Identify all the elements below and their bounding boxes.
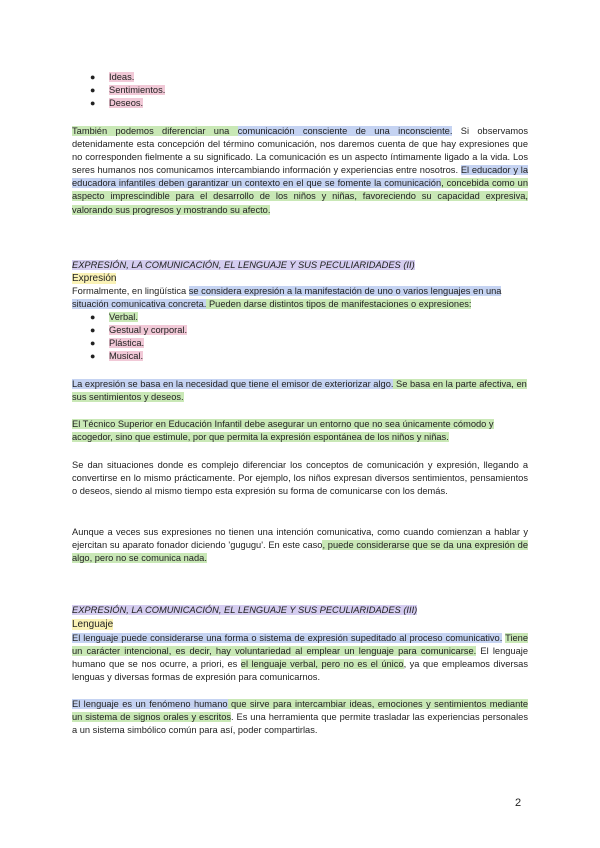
list-item: ● Gestual y corporal. xyxy=(90,324,187,337)
feelings-list xyxy=(90,71,165,110)
language-definition-paragraph: El lenguaje puede considerarse una forma o sistema de expresión supeditado al proceso comunicativo. Tiene un carácter intencional, es decir, hay voluntariedad al emplear un lenguaje para comunicarse. El lenguaje humano que se nos ocurre, a priori, es el lenguaje verbal, pero no es el único, ya que empleamos diversas lenguas y diversas formas de expresión para comunicarnos. xyxy=(72,633,529,683)
language-phenomenon-paragraph: El lenguaje es un fenómeno humano que sirve para intercambiar ideas, emociones y sentimientos mediante un sistema de signos orales y escritos. Es una herramienta que permite trasladar las experiencias personales a un sistema simbólico común para así, poder compartirlas. xyxy=(72,699,528,736)
bullet-icon: ● xyxy=(90,85,96,96)
list-item: ● Deseos. xyxy=(90,97,165,110)
expression-types-list xyxy=(90,311,187,363)
bullet-icon: ● xyxy=(90,338,96,349)
section-subheading-lenguaje: Lenguaje xyxy=(72,619,114,630)
list-item: ● Plástica. xyxy=(90,337,187,350)
bullet-icon: ● xyxy=(90,325,96,336)
list-item: ● Musical. xyxy=(90,350,187,363)
expression-basis-paragraph: La expresión se basa en la necesidad que tiene el emisor de exteriorizar algo. Se basa en la parte afectiva, en sus sentimientos y deseos. xyxy=(72,379,527,403)
bullet-icon: ● xyxy=(90,351,96,362)
communication-paragraph: También podemos diferenciar una comunicación consciente de una inconsciente. Si observamos detenidamente esta concepción del término comunicación, nos daremos cuenta de que hay expresiones que no corresponden fielmente a su significado. La comunicación es un aspecto íntimamente ligado a la vida. Los seres humanos nos comunicamos intercambiando información y experiencias entre nosotros. El educador y la educadora infantiles deben garantizar un contexto en el que se fomente la comunicación, concebida como un aspecto imprescindible para el desarrollo de los niños y niñas, favoreciendo su capacidad expresiva, valorando sus progresos y mostrando su afecto. xyxy=(72,126,529,215)
list-item: ● Ideas. xyxy=(90,71,165,84)
section-subheading-expresion: Expresión xyxy=(72,273,117,284)
bullet-icon: ● xyxy=(90,98,96,109)
situations-paragraph: Se dan situaciones donde es complejo diferenciar los conceptos de comunicación y expresión, llegando a convertirse en lo mismo prácticamente. Por ejemplo, los niños expresan diversos sentimientos, pensamientos o deseos, siendo al mismo tiempo esta expresión su forma de comunicarse con los demás. xyxy=(72,460,528,497)
section-heading-ii: EXPRESIÓN, LA COMUNICACIÓN, EL LENGUAJE Y SUS PECULIARIDADES (II) xyxy=(72,260,415,270)
list-item: ● Sentimientos. xyxy=(90,84,165,97)
technician-paragraph: El Técnico Superior en Educación Infantil debe asegurar un entorno que no sea únicamente cómodo y acogedor, sino que estimule, por que permita la expresión espontánea de los niños y niñas. xyxy=(72,419,494,443)
intention-paragraph: Aunque a veces sus expresiones no tienen una intención comunicativa, como cuando comienzan a hablar y ejercitan su aparato fonador diciendo 'gugugu'. En este caso, puede considerarse que se da una expresión de algo, pero no se comunica nada. xyxy=(72,527,528,564)
page-number: 2 xyxy=(515,797,522,809)
bullet-icon: ● xyxy=(90,72,96,82)
expression-intro-paragraph: Formalmente, en lingüística se considera expresión a la manifestación de uno o varios lenguajes en una situación comunicativa concreta. Pueden darse distintos tipos de manifestaciones o expresiones: xyxy=(72,286,502,310)
list-item: ● Verbal. xyxy=(90,311,187,324)
section-heading-iii: EXPRESIÓN, LA COMUNICACIÓN, EL LENGUAJE Y SUS PECULIARIDADES (III) xyxy=(72,605,418,615)
bullet-icon: ● xyxy=(90,312,96,322)
